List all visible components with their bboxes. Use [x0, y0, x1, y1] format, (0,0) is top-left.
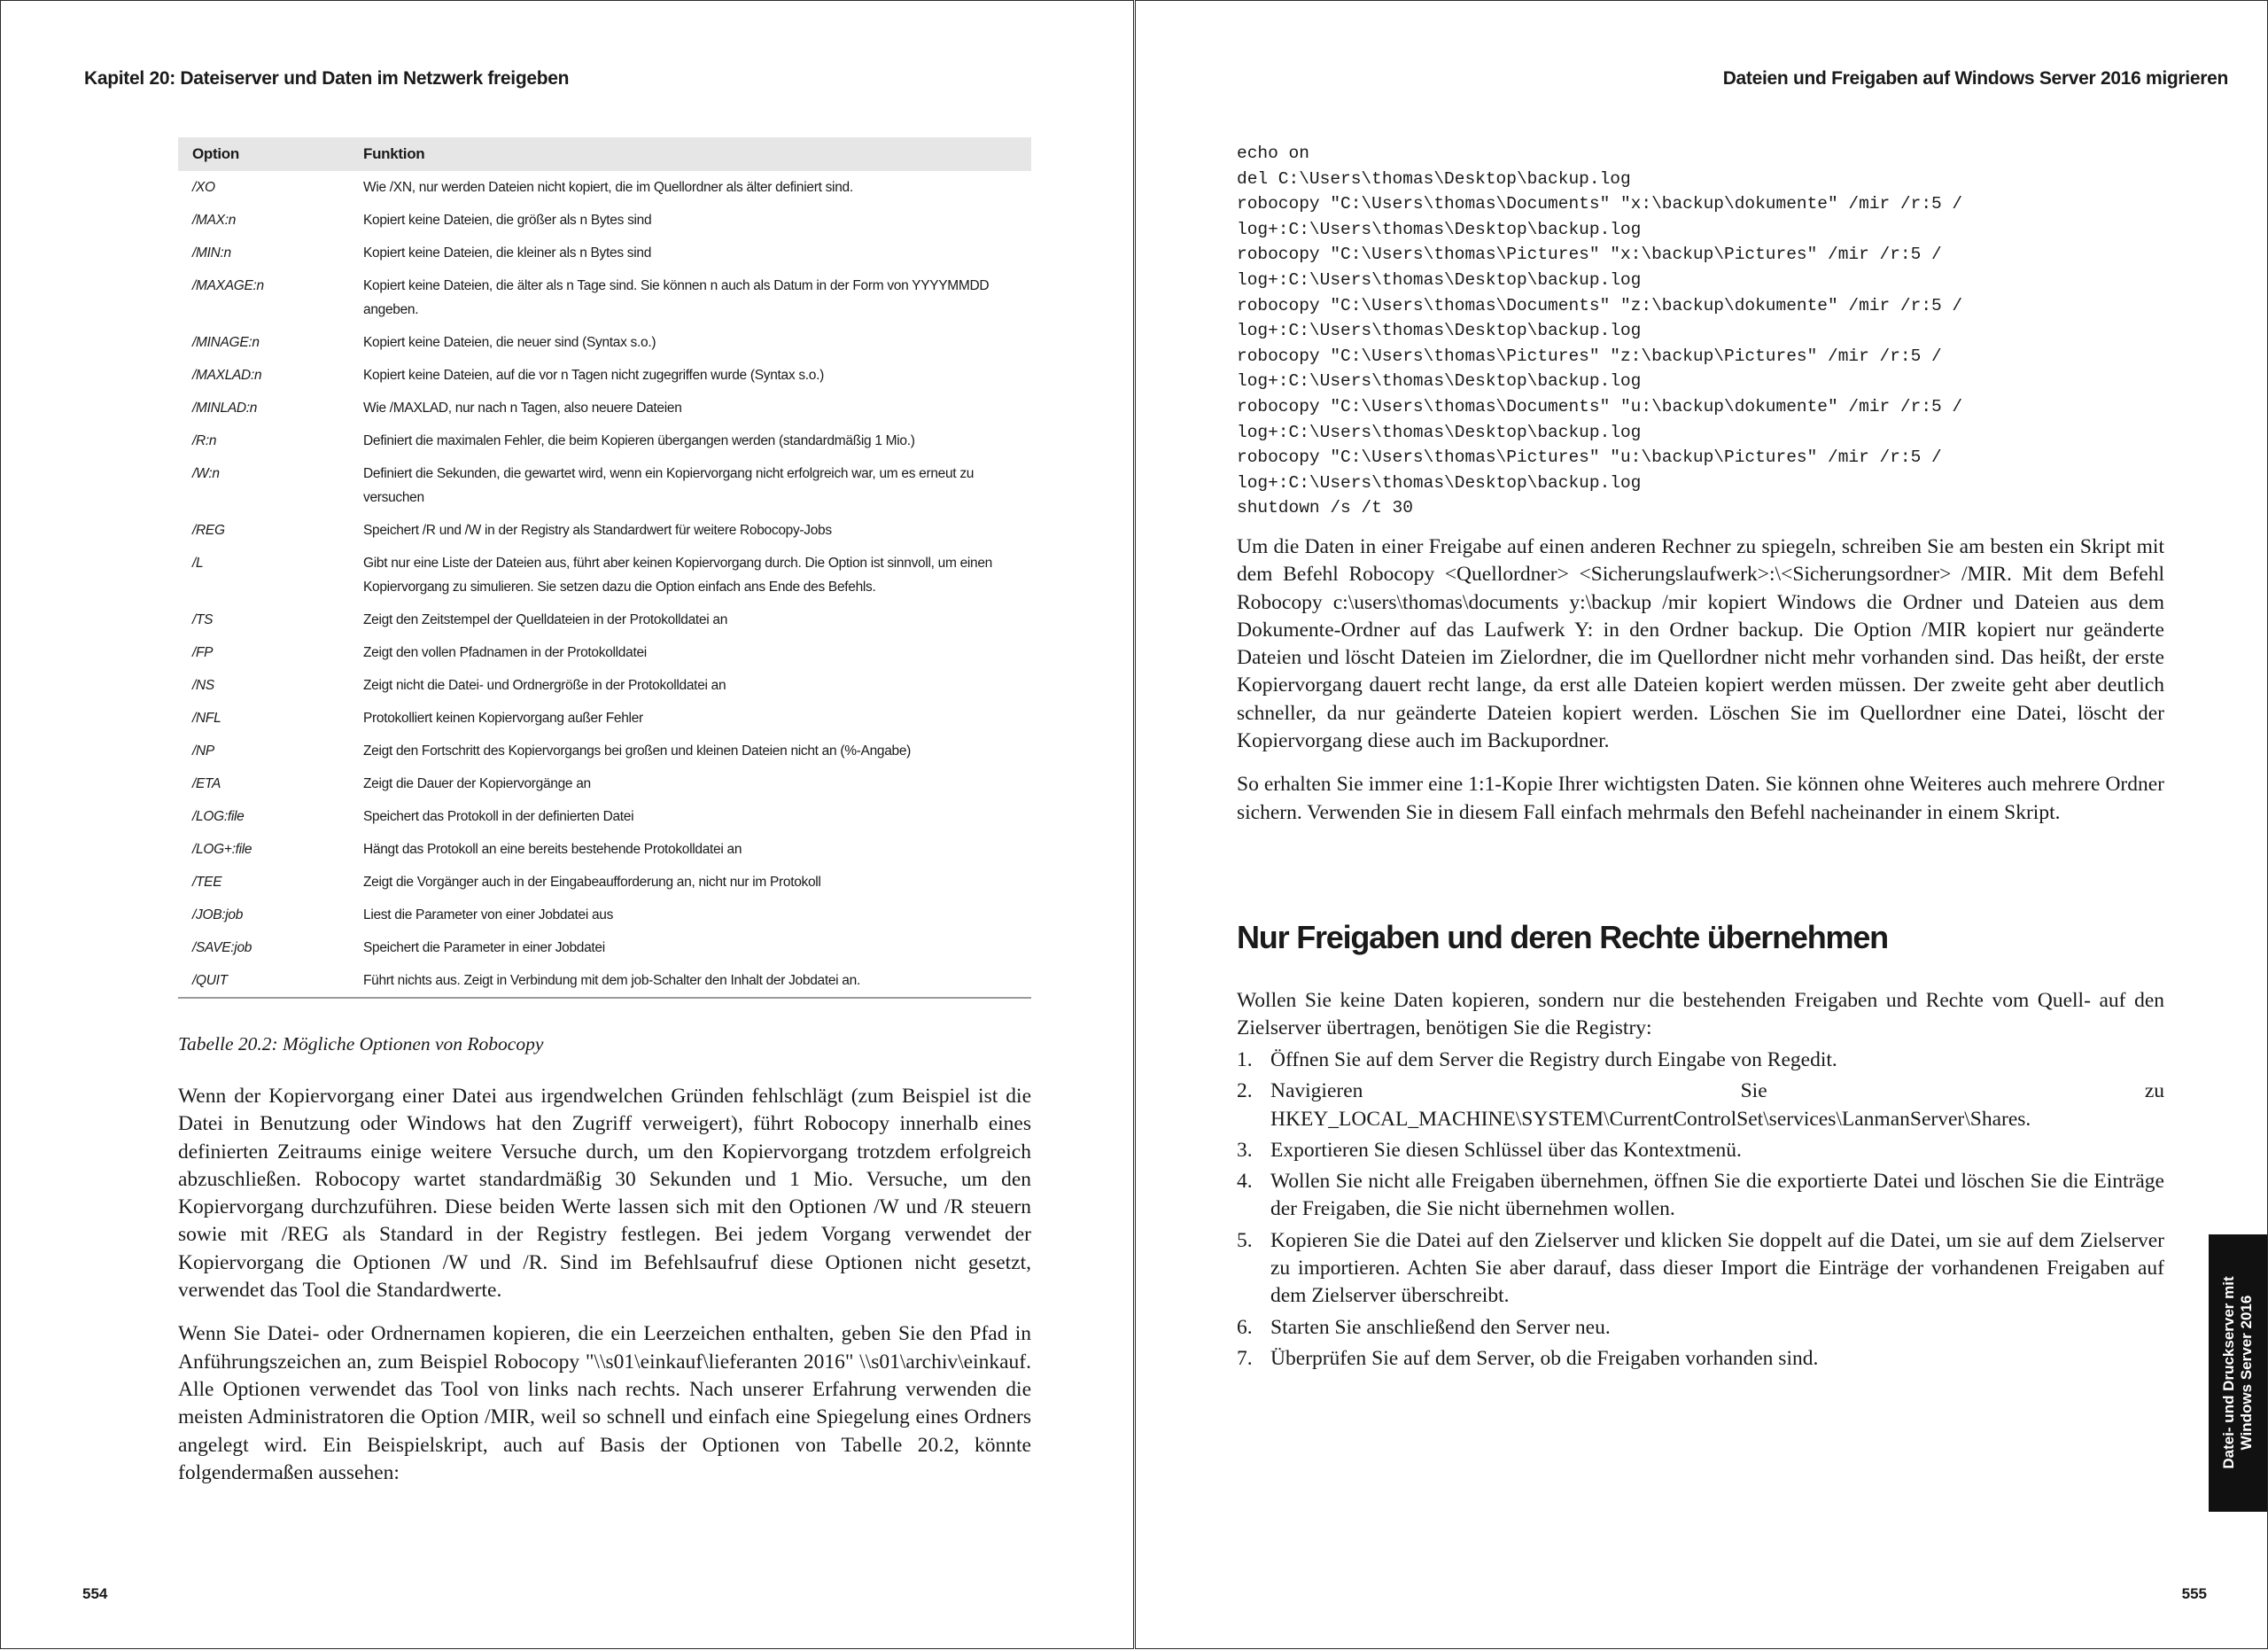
- code-line: log+:C:\Users\thomas\Desktop\backup.log: [1237, 422, 1642, 442]
- option-cell: /MINLAD:n: [192, 401, 258, 416]
- running-head-right: Dateien und Freigaben auf Windows Server 2016 migrieren: [1722, 68, 2228, 89]
- paragraph: Wenn Sie Datei- oder Ordnernamen kopieren, die ein Leerzeichen enthalten, geben Sie den Pfad in Anführungszeichen an, zum Beispiel Robocopy "\\s01\einkauf\lieferanten 2016" \\s01\archiv\einkauf. Alle Optionen verwendet das Tool von links nach rechts. Nach unserer Erfahrung verwenden die meisten Administratoren die Option /MIR, weil so schnell und einfach eine Spiegelung eines Ordners angelegt wird. Ein Beispielskript, auch auf Basis der Optionen von Tabelle 20.2, könnte folgendermaßen aussehen:: [178, 1322, 1031, 1484]
- paragraph: Wollen Sie keine Daten kopieren, sondern nur die bestehenden Freigaben und Rechte vom Quell- auf den Zielserver übertragen, benötigen Sie die Registry:: [1237, 989, 2164, 1040]
- function-cell: Definiert die maximalen Fehler, die beim Kopieren übergangen werden (standardmäßig 1 Mio.): [363, 433, 915, 448]
- step-text: Kopieren Sie die Datei auf den Zielserver und klicken Sie doppelt auf die Datei, um sie auf dem Zielserver zu importieren. Achten Sie aber darauf, dass dieser Import die Einträge der vorhandenen Freigaben auf dem Zielserver überschreibt.: [1270, 1228, 2164, 1308]
- function-cell: Speichert /R und /W in der Registry als Standardwert für weitere Robocopy-Jobs: [363, 523, 832, 538]
- function-cell: Gibt nur eine Liste der Dateien aus, führt aber keinen Kopiervorgang durch. Die Option ist sinnvoll, um einen Kopiervorgang zu simulieren. Sie setzen dazu die Option einfach ans Ende des Befehls.: [363, 556, 992, 595]
- function-cell: Kopiert keine Dateien, die kleiner als n Bytes sind: [363, 245, 652, 261]
- section-title: Nur Freigaben und deren Rechte übernehmen: [1237, 919, 1888, 955]
- table-header-function: Funktion: [356, 137, 1031, 171]
- table-row: [178, 833, 1031, 866]
- code-line: log+:C:\Users\thomas\Desktop\backup.log: [1237, 371, 1642, 392]
- step-number: 4.: [1237, 1170, 1253, 1194]
- paragraph: So erhalten Sie immer eine 1:1-Kopie Ihrer wichtigsten Daten. Sie können ohne Weiteres auch mehrere Ordner sichern. Verwenden Sie in diesem Fall einfach mehrmals den Befehl nacheinander in einem Skript.: [1237, 773, 2164, 824]
- code-line: echo on: [1237, 144, 1309, 163]
- function-cell: Zeigt den Zeitstempel der Quelldateien in der Protokolldatei an: [363, 612, 728, 627]
- function-cell: Kopiert keine Dateien, die neuer sind (Syntax s.o.): [363, 335, 656, 350]
- table-row: [178, 237, 1031, 269]
- option-cell: /MAXLAD:n: [192, 368, 262, 383]
- code-line: robocopy "C:\Users\thomas\Documents" "z:\backup\dokumente" /mir /r:5 /: [1237, 295, 1963, 315]
- code-line: robocopy "C:\Users\thomas\Pictures" "x:\backup\Pictures" /mir /r:5 /: [1237, 245, 1942, 265]
- option-cell: /NFL: [192, 711, 221, 726]
- option-cell: /ETA: [192, 776, 221, 791]
- code-line: log+:C:\Users\thomas\Desktop\backup.log: [1237, 472, 1642, 493]
- code-line: robocopy "C:\Users\thomas\Pictures" "u:\backup\Pictures" /mir /r:5 /: [1237, 448, 1942, 468]
- table-row: [178, 269, 1031, 326]
- table-row: [178, 702, 1031, 735]
- left-page: [0, 0, 1134, 1649]
- thumb-tab-line: Windows Server 2016: [2238, 1295, 2255, 1451]
- function-cell: Zeigt den Fortschritt des Kopiervorgangs bei großen und kleinen Dateien nicht an (%-Angabe): [363, 743, 912, 759]
- list-item: [1237, 1047, 2164, 1074]
- table-row: [178, 899, 1031, 931]
- step-number: 3.: [1237, 1138, 1253, 1162]
- table-row: [178, 457, 1031, 514]
- table-row: [178, 171, 1031, 204]
- code-line: log+:C:\Users\thomas\Desktop\backup.log: [1237, 269, 1642, 290]
- step-text: Navigieren Sie zu HKEY_LOCAL_MACHINE\SYSTEM\CurrentControlSet\services\LanmanServer\Shares.: [1270, 1079, 2164, 1131]
- table-caption: Tabelle 20.2: Mögliche Optionen von Robocopy: [178, 1033, 544, 1055]
- option-cell: /MINAGE:n: [192, 335, 260, 350]
- function-cell: Speichert die Parameter in einer Jobdatei: [363, 940, 605, 955]
- table-row: [178, 547, 1031, 603]
- step-number: 1.: [1237, 1048, 1253, 1071]
- option-cell: /NP: [192, 743, 214, 759]
- function-cell: Wie /XN, nur werden Dateien nicht kopiert, die im Quellordner als älter definiert sind.: [363, 180, 853, 195]
- option-cell: /QUIT: [178, 964, 356, 998]
- code-line: log+:C:\Users\thomas\Desktop\backup.log: [1237, 321, 1642, 341]
- table-row: [178, 964, 1031, 998]
- code-line: log+:C:\Users\thomas\Desktop\backup.log: [1237, 219, 1642, 239]
- table-row: [178, 359, 1031, 392]
- option-cell: /TEE: [192, 875, 222, 890]
- list-item: [1237, 1314, 2164, 1342]
- table-row: [178, 204, 1031, 237]
- left-body-text: [178, 1083, 1031, 1503]
- option-cell: /MIN:n: [192, 245, 231, 261]
- function-cell: Liest die Parameter von einer Jobdatei aus: [363, 907, 614, 922]
- option-cell: /R:n: [192, 433, 217, 448]
- list-item: [1237, 1345, 2164, 1373]
- paragraph: Um die Daten in einer Freigabe auf einen anderen Rechner zu spiegeln, schreiben Sie am besten ein Skript mit dem Befehl Robocopy <Quellordner> <Sicherungslaufwerk>:\<Sicherungsordner> /MIR. Mit dem Befehl Robocopy c:\users\thomas\documents y:\backup /mir kopiert Windows die Ordner und Dateien aus dem Dokumente-Ordner auf das Laufwerk Y: in den Ordner backup. Die Option /MIR kopiert nur geänderte Dateien und löscht Dateien im Zielordner, die im Quellordner nicht mehr vorhanden sind. Das heißt, der erste Kopiervorgang dauert recht lange, da erst alle Dateien kopiert werden müssen. Der zweite geht aber deutlich schneller, da nur geänderte Dateien kopiert werden. Löschen Sie im Quellordner eine Datei, löscht der Kopiervorgang diese auch im Backupordner.: [1237, 535, 2164, 753]
- option-cell: /SAVE:job: [192, 940, 252, 955]
- running-head-left: Kapitel 20: Dateiserver und Daten im Netzwerk freigeben: [84, 68, 570, 89]
- code-line: del C:\Users\thomas\Desktop\backup.log: [1237, 168, 1631, 189]
- function-cell: Kopiert keine Dateien, auf die vor n Tagen nicht zugegriffen wurde (Syntax s.o.): [363, 368, 824, 383]
- option-cell: /NS: [192, 678, 214, 693]
- option-cell: /JOB:job: [192, 907, 244, 922]
- table-row: [178, 514, 1031, 547]
- step-text: Wollen Sie nicht alle Freigaben übernehmen, öffnen Sie die exportierte Datei und löschen Sie die Einträge der Freigaben, die Sie nicht übernehmen wollen.: [1270, 1170, 2164, 1221]
- table-row: [178, 636, 1031, 669]
- table-row: [178, 392, 1031, 424]
- option-cell: /MAX:n: [192, 213, 237, 228]
- steps-list: [1237, 1047, 2164, 1376]
- code-listing: [1237, 141, 1962, 521]
- function-cell: Zeigt die Vorgänger auch in der Eingabeaufforderung an, nicht nur im Protokoll: [363, 875, 821, 890]
- option-cell: /LOG:file: [192, 809, 245, 824]
- robocopy-options-table: [178, 137, 1031, 999]
- function-cell: Zeigt den vollen Pfadnamen in der Protokolldatei: [363, 645, 647, 660]
- table-row: [178, 603, 1031, 636]
- code-line: robocopy "C:\Users\thomas\Documents" "x:\backup\dokumente" /mir /r:5 /: [1237, 194, 1963, 214]
- function-cell: Kopiert keine Dateien, die älter als n Tage sind. Sie können n auch als Datum in der Form von YYYYMMDD angeben.: [363, 278, 990, 317]
- table-row: [178, 767, 1031, 800]
- table-row: [178, 326, 1031, 359]
- step-number: 5.: [1237, 1228, 1253, 1252]
- function-cell: Definiert die Sekunden, die gewartet wird, wenn ein Kopiervorgang nicht erfolgreich war, um es erneut zu versuchen: [363, 466, 975, 505]
- option-cell: /XO: [192, 180, 215, 195]
- list-item: [1237, 1137, 2164, 1164]
- paragraph: Wenn der Kopiervorgang einer Datei aus irgendwelchen Gründen fehlschlägt (zum Beispiel ist die Datei in Benutzung oder Windows hat den Zugriff verweigert), führt Robocopy innerhalb eines definierten Zeitraums einige weitere Versuche durch, um den Kopiervorgang trotzdem erfolgreich abzuschließen. Robocopy wartet standardmäßig 30 Sekunden und 1 Mio. Versuche, um den Kopiervorgang durchzuführen. Diese beiden Werte lassen sich mit den Optionen /W und /R steuern sowie mit /REG als Standard in der Registry festlegen. Bei jedem Vorgang verwendet der Kopiervorgang die Optionen /W und /R. Sind im Befehlsaufruf diese Optionen nicht gesetzt, verwendet das Tool die Standardwerte.: [178, 1085, 1031, 1303]
- step-text: Überprüfen Sie auf dem Server, ob die Freigaben vorhanden sind.: [1270, 1346, 1819, 1370]
- step-text: Exportieren Sie diesen Schlüssel über das Kontextmenü.: [1270, 1138, 1742, 1162]
- option-cell: /LOG+:file: [192, 842, 252, 857]
- option-cell: /TS: [192, 612, 214, 627]
- code-line: robocopy "C:\Users\thomas\Pictures" "z:\backup\Pictures" /mir /r:5 /: [1237, 346, 1942, 366]
- function-cell: Wie /MAXLAD, nur nach n Tagen, also neuere Dateien: [363, 401, 682, 416]
- thumb-tab-label: [2220, 1276, 2256, 1468]
- code-line: shutdown /s /t 30: [1237, 498, 1413, 518]
- table-header-row: [178, 137, 1031, 171]
- right-body-text: [1237, 533, 2164, 843]
- step-number: 6.: [1237, 1315, 1253, 1339]
- function-cell: Protokolliert keinen Kopiervorgang außer Fehler: [363, 711, 643, 726]
- table-header-option: Option: [178, 137, 356, 171]
- page-number-left: 554: [82, 1585, 108, 1602]
- function-cell: Speichert das Protokoll in der definierten Datei: [363, 809, 634, 824]
- table-row: [178, 424, 1031, 457]
- chapter-thumb-tab: [2209, 1234, 2267, 1512]
- thumb-tab-line: Datei- und Druckserver mit: [2220, 1276, 2237, 1469]
- step-text: Öffnen Sie auf dem Server die Registry durch Eingabe von Regedit.: [1270, 1048, 1837, 1071]
- step-number: 7.: [1237, 1346, 1253, 1370]
- option-cell: /W:n: [192, 466, 220, 481]
- option-cell: /FP: [192, 645, 214, 660]
- step-text: Starten Sie anschließend den Server neu.: [1270, 1315, 1611, 1339]
- function-cell: Zeigt nicht die Datei- und Ordnergröße in der Protokolldatei an: [363, 678, 726, 693]
- option-cell: /L: [192, 556, 204, 571]
- table-row: [178, 931, 1031, 964]
- right-page: [1135, 0, 2268, 1649]
- table-row: [178, 866, 1031, 899]
- option-cell: /MAXAGE:n: [192, 278, 264, 293]
- table-row: [178, 800, 1031, 833]
- list-item: [1237, 1227, 2164, 1311]
- list-item: [1237, 1168, 2164, 1224]
- step-number: 2.: [1237, 1079, 1253, 1103]
- function-cell: Führt nichts aus. Zeigt in Verbindung mit dem job-Schalter den Inhalt der Jobdatei an.: [356, 964, 1031, 998]
- table-row: [178, 669, 1031, 702]
- code-line: robocopy "C:\Users\thomas\Documents" "u:\backup\dokumente" /mir /r:5 /: [1237, 396, 1963, 416]
- function-cell: Kopiert keine Dateien, die größer als n Bytes sind: [363, 213, 652, 228]
- page-number-right: 555: [2181, 1585, 2207, 1602]
- option-cell: /REG: [192, 523, 225, 538]
- table-row: [178, 735, 1031, 767]
- function-cell: Zeigt die Dauer der Kopiervorgänge an: [363, 776, 591, 791]
- function-cell: Hängt das Protokoll an eine bereits bestehende Protokolldatei an: [363, 842, 742, 857]
- list-item: [1237, 1078, 2164, 1133]
